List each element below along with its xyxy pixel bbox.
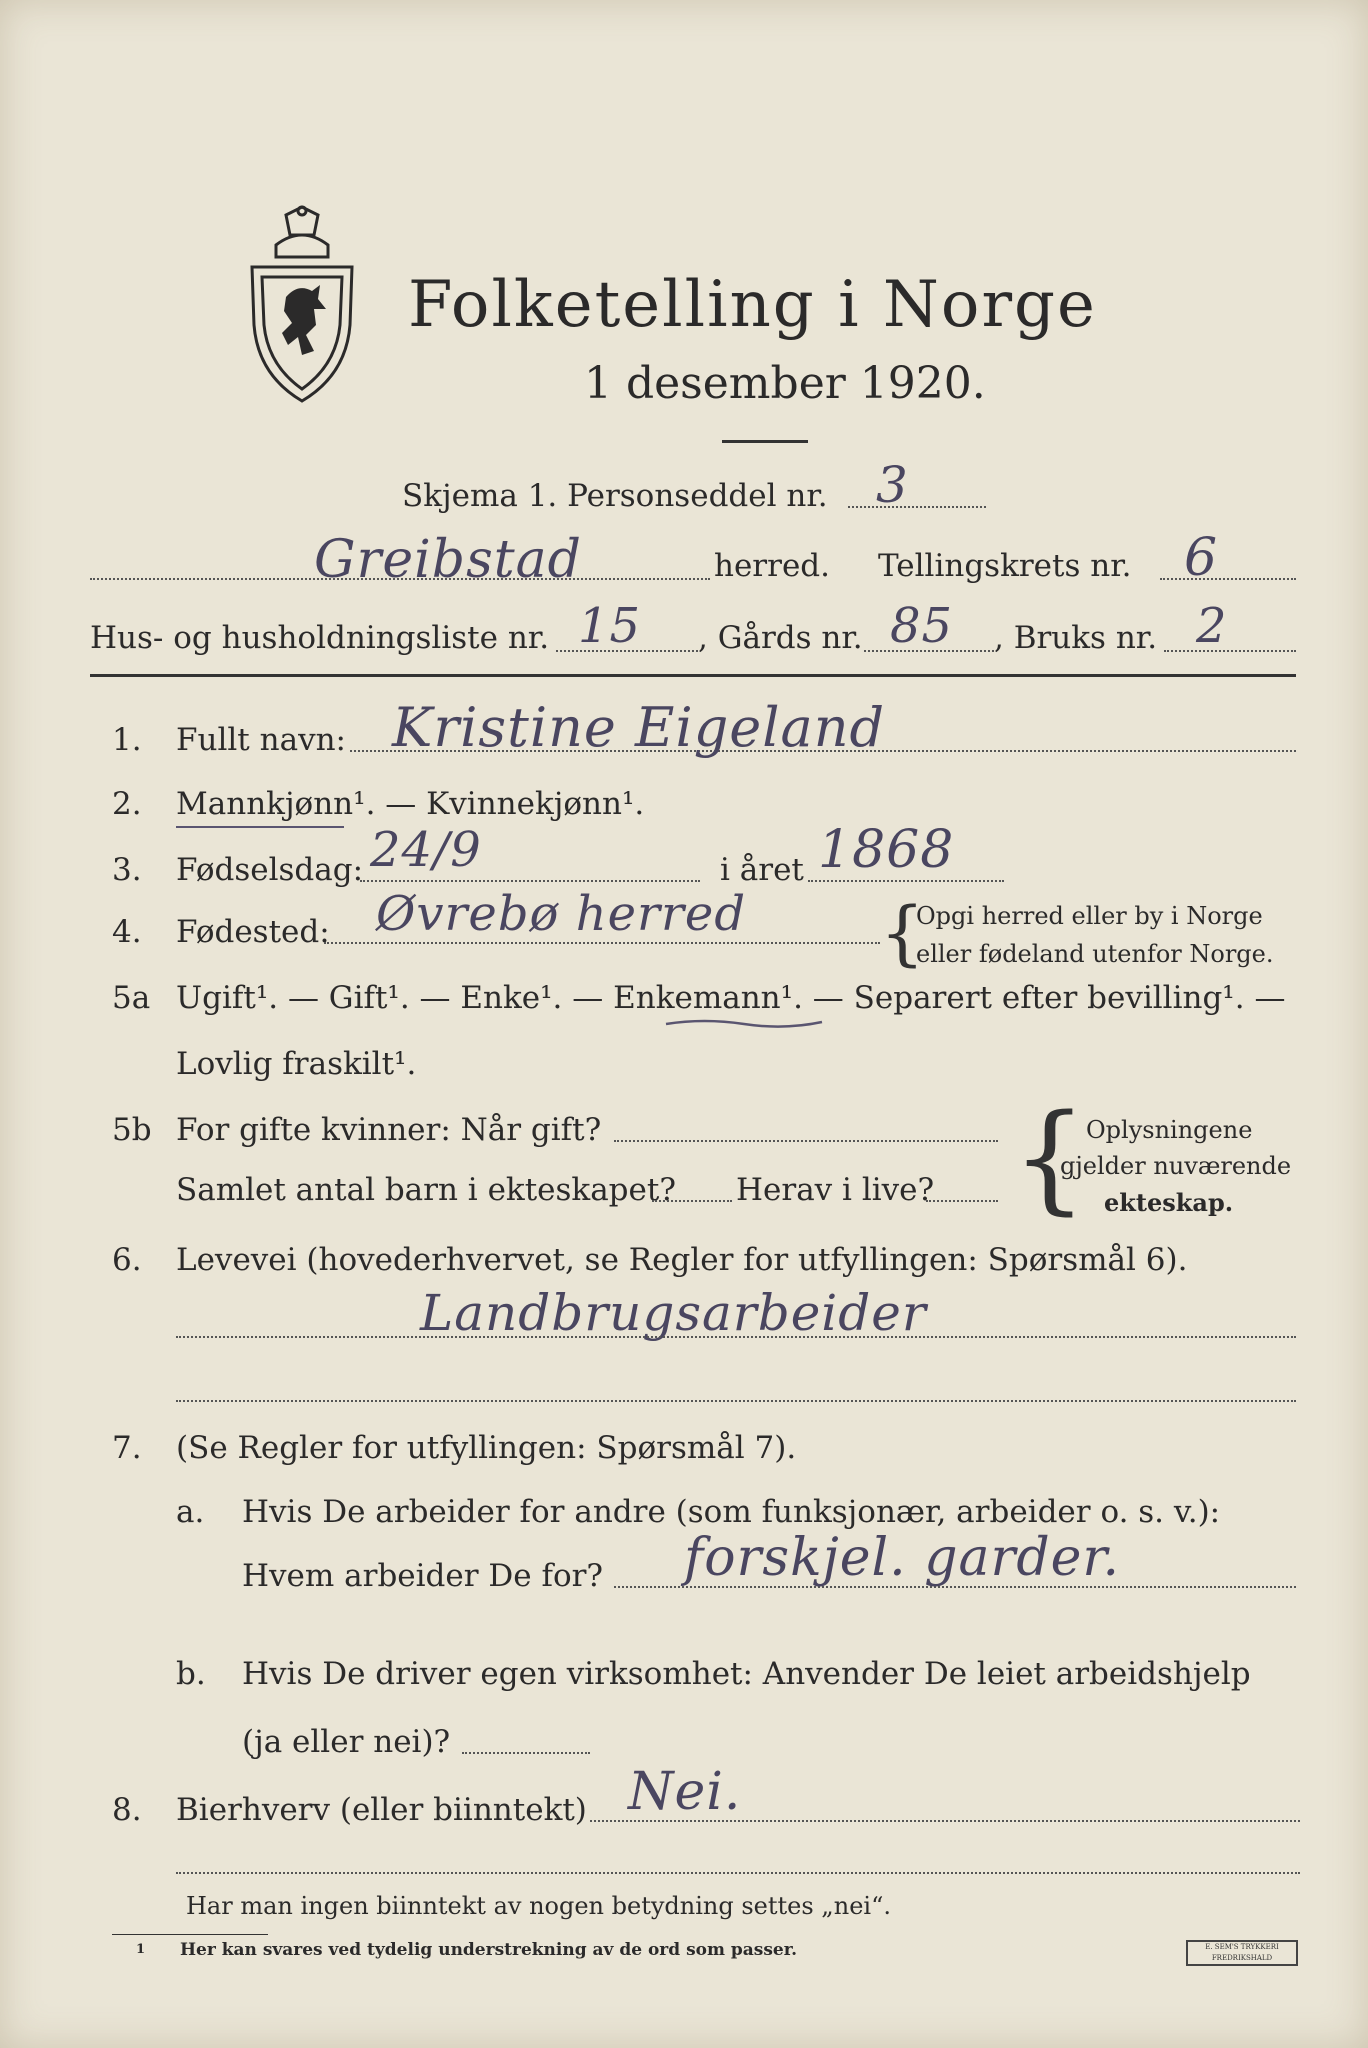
q4-number: 4.: [112, 914, 142, 950]
personseddel-nr[interactable]: 3: [876, 456, 909, 514]
q4-birthplace[interactable]: Øvrebø herred: [376, 886, 747, 942]
gards-nr[interactable]: 85: [890, 598, 954, 654]
q5b-bracket: {: [1012, 1088, 1088, 1226]
q2-number: 2.: [112, 786, 142, 822]
q2-label: Mannkjønn¹. — Kvinnekjønn¹.: [176, 786, 645, 822]
q7b-label: Hvis De driver egen virksomhet: Anvender De leiet arbeidshjelp: [242, 1656, 1251, 1692]
q6-field-line-2: [176, 1400, 1296, 1402]
q7a-number: a.: [176, 1494, 205, 1530]
q5a-underline-mark: [664, 1016, 824, 1030]
q7a-label: Hvis De arbeider for andre (som funksjonær, arbeider o. s. v.):: [242, 1494, 1221, 1530]
page-title: Folketelling i Norge: [408, 268, 1097, 342]
bruks-nr[interactable]: 2: [1196, 598, 1228, 654]
q3-birthday[interactable]: 24/9: [370, 822, 482, 878]
footnote-divider: [112, 1934, 268, 1935]
skjema-label: Skjema 1. Personseddel nr.: [402, 478, 828, 514]
q5b-note-line-2: gjelder nuværende: [1060, 1152, 1292, 1180]
bruks-label: , Bruks nr.: [994, 620, 1158, 656]
q6-label: Levevei (hovederhvervet, se Regler for utfyllingen: Spørsmål 6).: [176, 1242, 1188, 1278]
q5b-label-alive: Herav i live?: [736, 1172, 935, 1208]
q8-field-line-2: [176, 1872, 1300, 1874]
q5b-note-line-3: ekteskap.: [1104, 1188, 1234, 1217]
herred-value[interactable]: Greibstad: [314, 530, 582, 590]
q5b-children-field-line: [652, 1200, 732, 1202]
q3-field-line: [360, 880, 700, 882]
q5a-number: 5a: [112, 980, 151, 1016]
q5a-label-line-2: Lovlig fraskilt¹.: [176, 1046, 417, 1082]
q8-label: Bierhverv (eller biinntekt): [176, 1792, 587, 1828]
title-divider: [722, 440, 808, 443]
printer-stamp: E. SEM'S TRYKKERI FREDRIKSHALD: [1186, 1940, 1298, 1966]
q4-field-line: [324, 942, 880, 944]
q3-year-label: i året: [720, 852, 804, 888]
census-date: 1 desember 1920.: [584, 358, 986, 409]
q1-label: Fullt navn:: [176, 722, 346, 758]
q3-number: 3.: [112, 852, 142, 888]
q5b-note-line-1: Oplysningene: [1086, 1116, 1253, 1144]
q3-label: Fødselsdag:: [176, 852, 364, 888]
husholdning-nr[interactable]: 15: [578, 598, 642, 654]
footer-note: Har man ingen biinntekt av nogen betydning settes „nei“.: [186, 1892, 891, 1920]
q7b-field-line: [462, 1752, 590, 1754]
q5b-number: 5b: [112, 1112, 152, 1148]
q7b-number: b.: [176, 1656, 206, 1692]
q3-year-field-line: [808, 880, 1004, 882]
q5b-label-children: Samlet antal barn i ekteskapet?: [176, 1172, 676, 1208]
coat-of-arms-icon: [246, 205, 358, 405]
q7a-employer[interactable]: forskjel. garder.: [684, 1528, 1121, 1588]
footnote-mark: 1: [136, 1942, 146, 1957]
q4-bracket: {: [880, 892, 925, 974]
q6-livelihood[interactable]: Landbrugsarbeider: [420, 1284, 927, 1342]
q5b-when-married-field-line: [614, 1140, 998, 1142]
q7-number: 7.: [112, 1430, 142, 1466]
gards-label: , Gårds nr.: [698, 620, 863, 656]
q5a-label: Ugift¹. — Gift¹. — Enke¹. — Enkemann¹. — Separert efter bevilling¹. —: [176, 980, 1286, 1016]
q8-number: 8.: [112, 1792, 142, 1828]
q8-side-income[interactable]: Nei.: [628, 1762, 742, 1822]
personseddel-field-line: [848, 506, 986, 508]
q4-note-line-2: eller fødeland utenfor Norge.: [916, 940, 1274, 968]
q1-number: 1.: [112, 722, 142, 758]
q6-field-line-1: [176, 1336, 1296, 1338]
header-divider: [90, 674, 1296, 677]
q5b-alive-field-line: [926, 1200, 998, 1202]
q2-underline-mark: [176, 826, 344, 828]
q5b-label-when-married: For gifte kvinner: Når gift?: [176, 1112, 602, 1148]
q4-note-line-1: Opgi herred eller by i Norge: [916, 902, 1263, 930]
q3-birth-year[interactable]: 1868: [818, 820, 955, 880]
tellingskrets-nr[interactable]: 6: [1184, 528, 1219, 588]
q7a-label-employer: Hvem arbeider De for?: [242, 1558, 604, 1594]
footnote-text: Her kan svares ved tydelig understrekning av de ord som passer.: [180, 1940, 798, 1960]
q1-full-name[interactable]: Kristine Eigeland: [392, 696, 886, 759]
q4-label: Fødested:: [176, 914, 330, 950]
tellingskrets-field-line: [1160, 578, 1296, 580]
q6-number: 6.: [112, 1242, 142, 1278]
husholdning-label: Hus- og husholdningsliste nr.: [90, 620, 550, 656]
q7-label: (Se Regler for utfyllingen: Spørsmål 7).: [176, 1430, 797, 1466]
q7b-label-yes-no: (ja eller nei)?: [242, 1724, 451, 1760]
tellingskrets-label: Tellingskrets nr.: [878, 548, 1132, 584]
herred-label: herred.: [714, 548, 830, 584]
bruks-field-line: [1164, 650, 1296, 652]
